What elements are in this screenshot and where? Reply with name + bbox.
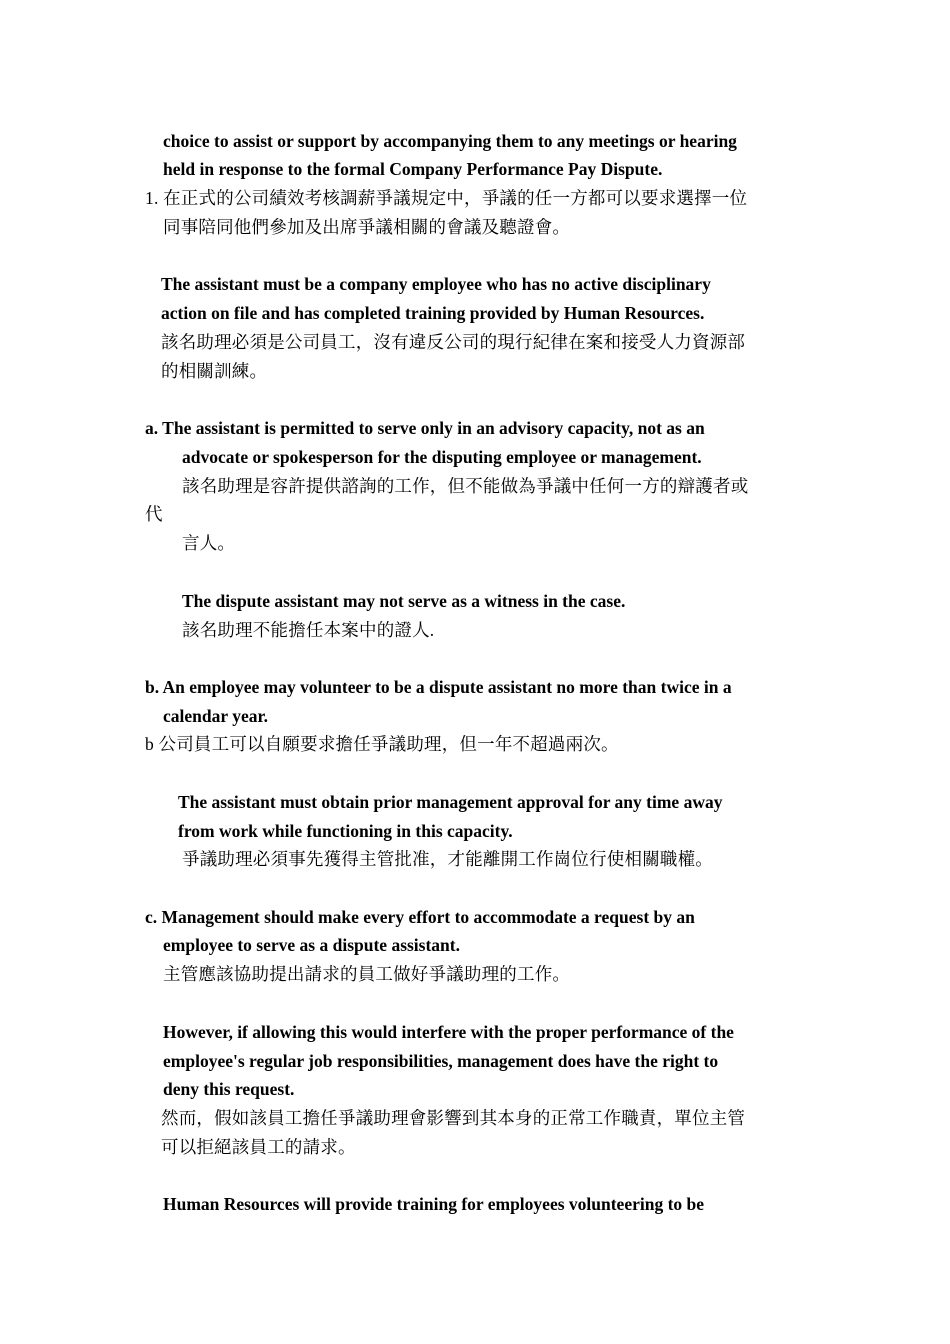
pa-zh-line-3: 言人。 bbox=[182, 533, 236, 553]
pc2-en-line-2: employee's regular job responsibilities, management does have the right to bbox=[163, 1051, 719, 1071]
pb2-en-line-1: The assistant must obtain prior management approval for any time away bbox=[178, 792, 723, 812]
pb-zh-line: b 公司員工可以自願要求擔任爭議助理，但一年不超過兩次。 bbox=[145, 734, 619, 754]
pc-en-line-1: c. Management should make every effort to accommodate a request by an bbox=[145, 907, 695, 927]
pa-en-line-1: a. The assistant is permitted to serve only in an advisory capacity, not as an bbox=[145, 418, 705, 438]
pc-en-line-2: employee to serve as a dispute assistant. bbox=[163, 935, 460, 955]
pb-en-line-2: calendar year. bbox=[163, 706, 268, 726]
p1-zh-line-2: 同事陪同他們參加及出席爭議相關的會議及聽證會。 bbox=[163, 217, 571, 237]
pc2-en-line-3: deny this request. bbox=[163, 1079, 295, 1099]
pb-en-line-1: b. An employee may volunteer to be a dispute assistant no more than twice in a bbox=[145, 677, 732, 697]
p1-zh-line-1: 1. 在正式的公司績效考核調薪爭議規定中，爭議的任一方都可以要求選擇一位 bbox=[145, 188, 748, 208]
p2-zh-line-2: 的相關訓練。 bbox=[161, 361, 268, 381]
pd-en-line-1: Human Resources will provide training for employees volunteering to be bbox=[163, 1194, 705, 1214]
pb2-zh-line: 爭議助理必須事先獲得主管批准，才能離開工作崗位行使相關職權。 bbox=[182, 849, 713, 869]
pa-en-line-2: advocate or spokesperson for the disputing employee or management. bbox=[182, 447, 702, 467]
p2-zh-line-1: 該名助理必須是公司員工，沒有違反公司的現行紀律在案和接受人力資源部 bbox=[161, 332, 746, 352]
pa-zh-line-1: 該名助理是容許提供諮詢的工作，但不能做為爭議中任何一方的辯護者或 bbox=[182, 476, 749, 496]
pb2-en-line-2: from work while functioning in this capacity. bbox=[178, 821, 513, 841]
pa2-en-line: The dispute assistant may not serve as a witness in the case. bbox=[182, 591, 626, 611]
p1-en-line-1: choice to assist or support by accompanying them to any meetings or hearing bbox=[163, 131, 737, 151]
p2-en-line-1: The assistant must be a company employee who has no active disciplinary bbox=[161, 274, 711, 294]
pc2-zh-line-2: 可以拒絕該員工的請求。 bbox=[161, 1137, 356, 1157]
pa2-zh-line: 該名助理不能擔任本案中的證人. bbox=[182, 620, 435, 640]
pc-zh-line: 主管應該協助提出請求的員工做好爭議助理的工作。 bbox=[163, 964, 571, 984]
p1-en-line-2: held in response to the formal Company Performance Pay Dispute. bbox=[163, 159, 663, 179]
pa-zh-line-2: 代 bbox=[145, 504, 163, 524]
pc2-en-line-1: However, if allowing this would interfere with the proper performance of the bbox=[163, 1022, 734, 1042]
p2-en-line-2: action on file and has completed training provided by Human Resources. bbox=[161, 303, 705, 323]
pc2-zh-line-1: 然而，假如該員工擔任爭議助理會影響到其本身的正常工作職責，單位主管 bbox=[161, 1108, 746, 1128]
